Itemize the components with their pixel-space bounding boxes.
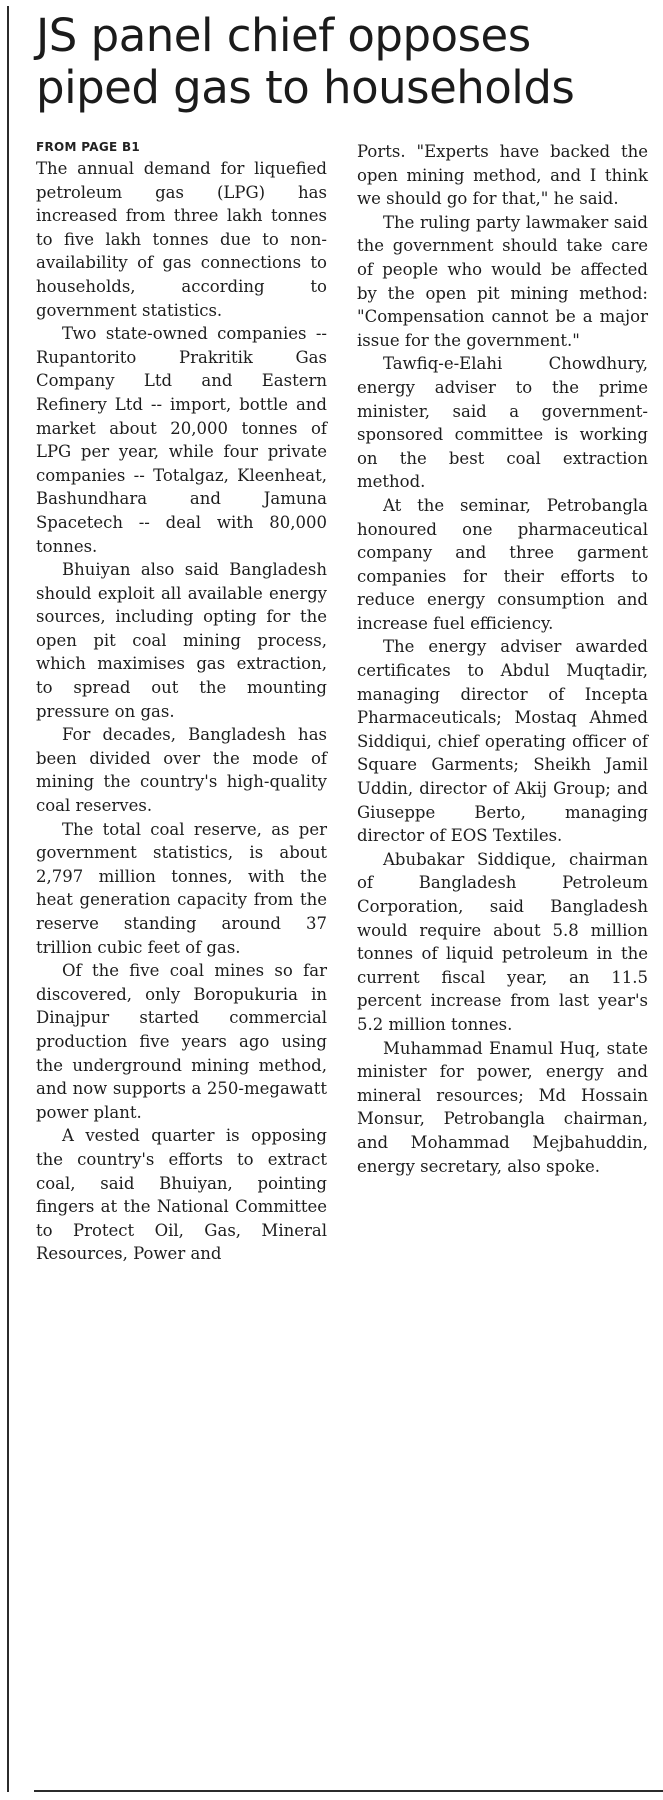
paragraph: Muhammad Enamul Huq, state minister for power, energy and mineral resources; Md Hossain Monsur, Petrobangla chairman, and Mohammad Mejbahuddin, energy secretary, also spoke. [357, 1038, 648, 1176]
article-body [36, 140, 648, 1266]
paragraph: The ruling party lawmaker said the government should take care of people who would be affected by the open pit mining method: "Compensation cannot be a major issue for the government." [357, 212, 648, 350]
paragraph: Two state-owned companies -- Rupantorito Prakritik Gas Company Ltd and Eastern Refinery Ltd -- import, bottle and market about 20,000 tonnes of LPG per year, while four private companies -- Totalgaz, Kleenheat, Bashundhara and Jamuna Spacetech -- deal with 80,000 tonnes. [36, 324, 327, 556]
headline-line-2: piped gas to households [36, 61, 575, 114]
column-rule-left [7, 6, 9, 1792]
paragraph: Tawfiq-e-Elahi Chowdhury, energy adviser to the prime minister, said a government-sponsored committee is working on the best coal extraction method. [357, 354, 648, 492]
paragraph: Of the five coal mines so far discovered, only Boropukuria in Dinajpur started commercial production five years ago using the underground mining method, and now supports a 250-megawatt power plant. [36, 961, 327, 1122]
column-right [357, 140, 648, 1266]
paragraph: A vested quarter is opposing the country's efforts to extract coal, said Bhuiyan, pointing fingers at the National Committee to Protect Oil, Gas, Mineral Resources, Power and [36, 1126, 327, 1264]
headline [36, 10, 656, 114]
headline-line-1: JS panel chief opposes [36, 9, 531, 62]
paragraph: The energy adviser awarded certificates to Abdul Muqtadir, managing director of Incepta Pharmaceuticals; Mostaq Ahmed Siddiqui, chief operating officer of Square Garments; Sheikh Jamil Uddin, director of Akij Group; and Giuseppe Berto, managing director of EOS Textiles. [357, 637, 648, 846]
paragraph: The annual demand for liquefied petroleum gas (LPG) has increased from three lakh tonnes to five lakh tonnes due to non-availability of gas connections to households, according to government statistics. [36, 159, 327, 320]
column-left [36, 140, 327, 1266]
paragraph: Bhuiyan also said Bangladesh should exploit all available energy sources, including opting for the open pit coal mining process, which maximises gas extraction, to spread out the mounting pressure on gas. [36, 560, 327, 721]
paragraph: The total coal reserve, as per government statistics, is about 2,797 million tonnes, with the heat generation capacity from the reserve standing around 37 trillion cubic feet of gas. [36, 819, 327, 957]
paragraph: Ports. "Experts have backed the open mining method, and I think we should go for that," he said. [357, 142, 648, 209]
bottom-rule [34, 1790, 663, 1792]
paragraph: For decades, Bangladesh has been divided over the mode of mining the country's high-quality coal reserves. [36, 725, 327, 816]
paragraph: At the seminar, Petrobangla honoured one pharmaceutical company and three garment companies for their efforts to reduce energy consumption and increase fuel efficiency. [357, 495, 648, 633]
kicker: FROM PAGE B1 [36, 140, 141, 154]
paragraph: Abubakar Siddique, chairman of Bangladesh Petroleum Corporation, said Bangladesh would require about 5.8 million tonnes of liquid petroleum in the current fiscal year, an 11.5 percent increase from last year's 5.2 million tonnes. [357, 849, 648, 1034]
